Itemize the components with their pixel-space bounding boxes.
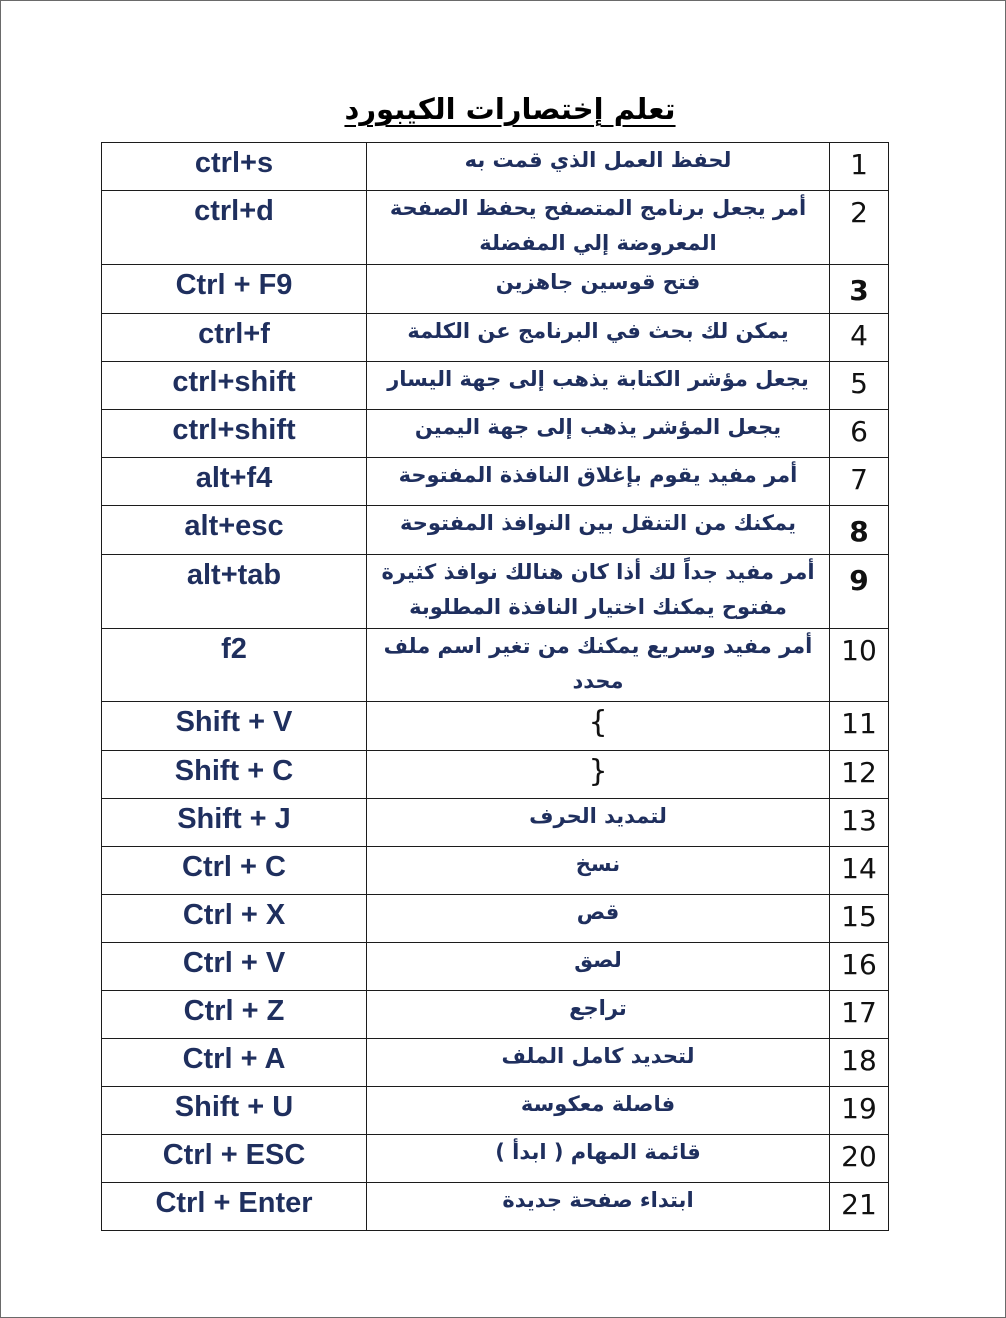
shortcuts-table [101, 142, 889, 1231]
row-number-cell: 1 [830, 143, 889, 191]
table-row [102, 895, 889, 943]
shortcut-description-cell: قص [367, 895, 830, 943]
shortcut-description-cell: فاصلة معكوسة [367, 1087, 830, 1135]
shortcut-description-cell: أمر مفيد جداً لك أذا كان هنالك نوافذ كثيرة مفتوح يمكنك اختيار النافذة المطلوبة [367, 555, 830, 629]
row-number-cell: 18 [830, 1039, 889, 1087]
row-number-cell: 13 [830, 799, 889, 847]
shortcut-key-cell: Ctrl + Enter [102, 1183, 367, 1231]
table-row [102, 555, 889, 629]
shortcut-key-cell: ctrl+f [102, 314, 367, 362]
table-row [102, 1135, 889, 1183]
shortcut-key-cell: ctrl+shift [102, 410, 367, 458]
shortcut-description-cell: يمكن لك بحث في البرنامج عن الكلمة [367, 314, 830, 362]
shortcut-key-cell: Ctrl + C [102, 847, 367, 895]
table-row [102, 702, 889, 751]
row-number-cell: 12 [830, 751, 889, 799]
shortcut-description-cell: قائمة المهام ( ابدأ ) [367, 1135, 830, 1183]
shortcuts-table-body [102, 143, 889, 1231]
shortcut-key-cell: Ctrl + V [102, 943, 367, 991]
shortcut-description-cell: نسخ [367, 847, 830, 895]
table-row [102, 314, 889, 362]
row-number-cell: 21 [830, 1183, 889, 1231]
table-row [102, 265, 889, 314]
shortcut-key-cell: Shift + V [102, 702, 367, 751]
shortcut-description-cell: يجعل مؤشر الكتابة يذهب إلى جهة اليسار [367, 362, 830, 410]
table-row [102, 362, 889, 410]
row-number-cell: 6 [830, 410, 889, 458]
row-number-cell: 7 [830, 458, 889, 506]
row-number-cell: 4 [830, 314, 889, 362]
row-number-cell: 5 [830, 362, 889, 410]
row-number-cell: 17 [830, 991, 889, 1039]
shortcut-description-cell: أمر يجعل برنامج المتصفح يحفظ الصفحة المعروضة إلي المفضلة [367, 191, 830, 265]
table-row [102, 143, 889, 191]
shortcut-description-cell: { [367, 751, 830, 799]
shortcut-key-cell: ctrl+d [102, 191, 367, 265]
row-number-cell: 10 [830, 629, 889, 702]
shortcut-description-cell: أمر مفيد وسريع يمكنك من تغير اسم ملف محدد [367, 629, 830, 702]
shortcut-description-cell: لصق [367, 943, 830, 991]
shortcut-key-cell: alt+esc [102, 506, 367, 555]
shortcut-key-cell: f2 [102, 629, 367, 702]
shortcut-key-cell: Ctrl + X [102, 895, 367, 943]
row-number-cell: 19 [830, 1087, 889, 1135]
shortcut-key-cell: ctrl+shift [102, 362, 367, 410]
shortcut-description-cell: لحفظ العمل الذي قمت به [367, 143, 830, 191]
row-number-cell: 14 [830, 847, 889, 895]
table-row [102, 191, 889, 265]
shortcut-description-cell: فتح قوسين جاهزين [367, 265, 830, 314]
shortcut-key-cell: Shift + J [102, 799, 367, 847]
shortcut-key-cell: Shift + U [102, 1087, 367, 1135]
shortcut-key-cell: Ctrl + A [102, 1039, 367, 1087]
row-number-cell: 16 [830, 943, 889, 991]
shortcut-description-cell: } [367, 702, 830, 751]
shortcut-description-cell: تراجع [367, 991, 830, 1039]
shortcut-description-cell: ابتداء صفحة جديدة [367, 1183, 830, 1231]
shortcut-key-cell: Ctrl + Z [102, 991, 367, 1039]
table-row [102, 629, 889, 702]
table-row [102, 751, 889, 799]
table-row [102, 943, 889, 991]
table-row [102, 1183, 889, 1231]
table-row [102, 506, 889, 555]
table-row [102, 410, 889, 458]
shortcut-description-cell: يمكنك من التنقل بين النوافذ المفتوحة [367, 506, 830, 555]
row-number-cell: 15 [830, 895, 889, 943]
shortcut-description-cell: يجعل المؤشر يذهب إلى جهة اليمين [367, 410, 830, 458]
shortcut-key-cell: ctrl+s [102, 143, 367, 191]
shortcut-key-cell: alt+tab [102, 555, 367, 629]
row-number-cell: 2 [830, 191, 889, 265]
shortcut-description-cell: أمر مفيد يقوم بإغلاق النافذة المفتوحة [367, 458, 830, 506]
table-row [102, 991, 889, 1039]
shortcut-description-cell: لتحديد كامل الملف [367, 1039, 830, 1087]
row-number-cell: 9 [830, 555, 889, 629]
row-number-cell: 8 [830, 506, 889, 555]
row-number-cell: 3 [830, 265, 889, 314]
page-title: تعلم إختصارات الكيبورد [344, 92, 676, 126]
table-row [102, 1039, 889, 1087]
table-row [102, 847, 889, 895]
shortcut-key-cell: alt+f4 [102, 458, 367, 506]
table-row [102, 1087, 889, 1135]
shortcut-description-cell: لتمديد الحرف [367, 799, 830, 847]
shortcut-key-cell: Shift + C [102, 751, 367, 799]
shortcut-key-cell: Ctrl + F9 [102, 265, 367, 314]
row-number-cell: 11 [830, 702, 889, 751]
table-row [102, 799, 889, 847]
row-number-cell: 20 [830, 1135, 889, 1183]
table-row [102, 458, 889, 506]
shortcut-key-cell: Ctrl + ESC [102, 1135, 367, 1183]
